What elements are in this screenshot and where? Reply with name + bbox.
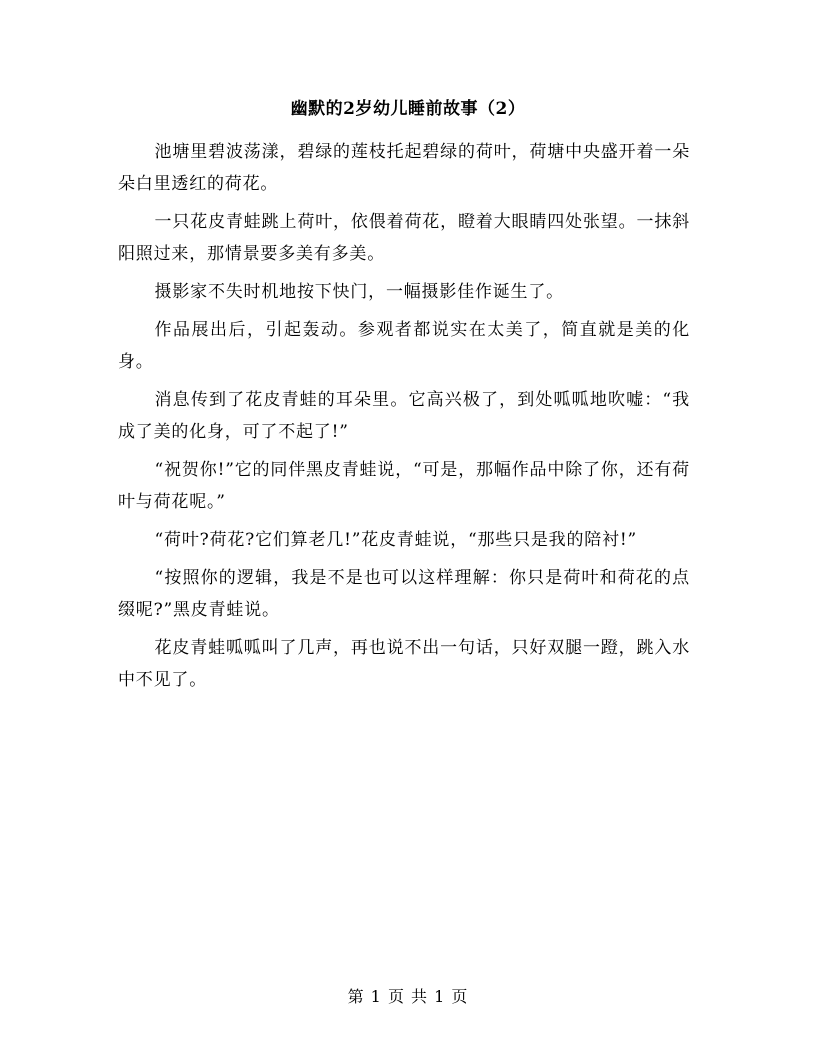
paragraph: “祝贺你!”它的同伴黑皮青蛙说，“可是，那幅作品中除了你，还有荷叶与荷花呢。”: [118, 460, 690, 512]
document-title: 幽默的2岁幼儿睡前故事（2）: [290, 99, 526, 119]
paragraph: “荷叶?荷花?它们算老几!”花皮青蛙说，“那些只是我的陪衬!”: [154, 530, 638, 550]
paragraph: 花皮青蛙呱呱叫了几声，再也说不出一句话，只好双腿一蹬，跳入水中不见了。: [118, 638, 690, 690]
paragraph: 消息传到了花皮青蛙的耳朵里。它高兴极了，到处呱呱地吹嘘：“我成了美的化身，可了不起了!”: [118, 390, 690, 442]
paragraph: 池塘里碧波荡漾，碧绿的莲枝托起碧绿的荷叶，荷塘中央盛开着一朵朵白里透红的荷花。: [118, 142, 690, 194]
paragraph: 摄影家不失时机地按下快门，一幅摄影佳作诞生了。: [154, 282, 564, 302]
paragraph: 作品展出后，引起轰动。参观者都说实在太美了，简直就是美的化身。: [118, 320, 690, 372]
page-footer: 第 1 页 共 1 页: [347, 987, 469, 1006]
document-body: [118, 136, 690, 702]
paragraph: “按照你的逻辑，我是不是也可以这样理解：你只是荷叶和荷花的点缀呢?”黑皮青蛙说。: [118, 568, 690, 620]
paragraph: 一只花皮青蛙跳上荷叶，依偎着荷花，瞪着大眼睛四处张望。一抹斜阳照过来，那情景要多美有多美。: [118, 212, 690, 264]
